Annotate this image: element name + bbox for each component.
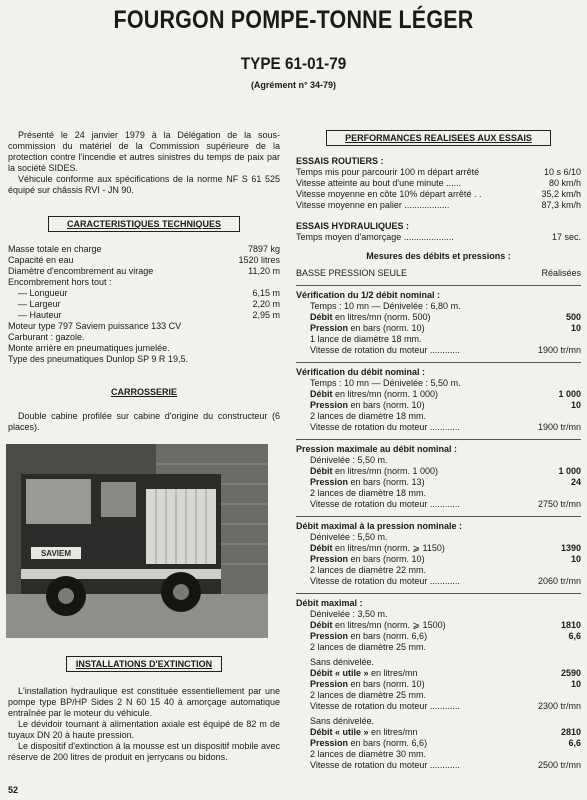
left-column xyxy=(8,130,280,433)
installations-heading: INSTALLATIONS D'EXTINCTION xyxy=(66,656,222,672)
installations-paragraph-2: Le dévidoir tournant à alimentation axiale est équipé de 82 m de tuyaux DN 20 à haute pression. xyxy=(8,719,280,740)
intro-paragraph-2: Véhicule conforme aux spécifications de la norme NF S 61 525 équipé sur châssis RVI - JN 90. xyxy=(8,174,280,195)
right-column xyxy=(296,130,581,771)
carrosserie-text: Double cabine profilée sur cabine d'origine du constructeur (6 places). xyxy=(8,411,280,432)
specs-heading: CARACTERISTIQUES TECHNIQUES xyxy=(48,216,240,232)
installations-paragraph-1: L'installation hydraulique est constituée essentiellement par une pompe type BP/HP Sides 2 N 60 15 40 à amorçage automatique entraînée par le moteur du véhicule. xyxy=(8,686,280,718)
spec-line: Type des pneumatiques Dunlop SP 9 R 19,5. xyxy=(8,354,188,364)
divider xyxy=(296,593,581,594)
spec-line: Carburant : gazole. xyxy=(8,332,85,342)
spec-line: Monte arrière en pneumatiques jumelée. xyxy=(8,343,170,353)
installations-section xyxy=(8,656,280,763)
spec-row: Masse totale en charge 7897 kg xyxy=(8,244,280,254)
routier-row: Vitesse moyenne en palier .................. 87,3 km/h xyxy=(296,200,581,210)
block-body: Dénivelée : 5,50 m. Débit en litres/mn (norm. ⩾ 1150) 1390 Pression en bars (norm. 10) 10 2 lances de diamètre 22 mm. Vitesse de rotation du moteur ............ 2060 tr/mn xyxy=(310,532,581,586)
block-title: Vérification du 1/2 débit nominal : xyxy=(296,290,441,300)
cab-label: SAVIEM xyxy=(40,549,72,558)
fire-truck-image xyxy=(6,444,268,638)
spec-row: — Longueur 6,15 m xyxy=(18,288,280,298)
spec-row: Capacité en eau 1520 litres xyxy=(8,255,280,265)
page-number: 52 xyxy=(8,785,19,795)
routier-row: Vitesse moyenne en côte 10% départ arrêté . . 35,2 km/h xyxy=(296,189,581,199)
spec-row: Diamètre d'encombrement au virage 11,20 m xyxy=(8,266,280,276)
block-title: Pression maximale au débit nominal : xyxy=(296,444,458,454)
mesures-title: Mesures des débits et pressions : xyxy=(366,251,511,261)
carrosserie-heading: CARROSSERIE xyxy=(110,387,177,397)
spec-row: Encombrement hors tout : xyxy=(8,277,112,287)
block-title: Vérification du débit nominal : xyxy=(296,367,426,377)
page-title: FOURGON POMPE-TONNE LÉGER xyxy=(113,6,474,34)
block-body: Temps : 10 mn — Dénivelée : 6,80 m. Débit en litres/mn (norm. 500) 500 Pression en bars (norm. 10) 10 1 lance de diamètre 18 mm. Vitesse de rotation du moteur ............ 1900 tr/mn xyxy=(310,301,581,355)
hydrauliques-title: ESSAIS HYDRAULIQUES : xyxy=(296,221,410,231)
agrement-number: (Agrément n° 34-79) xyxy=(250,80,337,90)
block-body: Dénivelée : 5,50 m. Débit en litres/mn (norm. 1 000) 1 000 Pression en bars (norm. 13) 24 2 lances de diamètre 18 mm. Vitesse de rotation du moteur ............ 2750 tr/mn xyxy=(310,455,581,509)
spec-row: — Hauteur 2,95 m xyxy=(18,310,280,320)
intro-paragraph-1: Présenté le 24 janvier 1979 à la Délégation de la sous-commission du matériel de la Commission supérieure de la protection contre l'incendie et autres sinistres du temps de paix par la société SIDES. xyxy=(8,130,280,173)
installations-paragraph-3: Le dispositif d'extinction à la mousse est un dispositif mobile avec réserve de 200 litres de produit en jerrycans ou bidons. xyxy=(8,741,280,762)
divider xyxy=(296,285,581,286)
debit-max-title: Débit maximal : xyxy=(296,598,363,608)
divider xyxy=(296,439,581,440)
spec-row: — Largeur 2,20 m xyxy=(18,299,280,309)
specs-table xyxy=(8,244,280,365)
vehicle-type: TYPE 61-01-79 xyxy=(240,54,347,73)
divider xyxy=(296,516,581,517)
fire-truck-photo xyxy=(6,444,268,638)
basse-pression-row: BASSE PRESSION SEULE Réalisées xyxy=(296,268,581,278)
spec-line: Moteur type 797 Saviem puissance 133 CV xyxy=(8,321,182,331)
routier-row: Vitesse atteinte au bout d'une minute ...... 80 km/h xyxy=(296,178,581,188)
performances-heading: PERFORMANCES REALISEES AUX ESSAIS xyxy=(326,130,551,146)
routiers-title: ESSAIS ROUTIERS : xyxy=(296,156,384,166)
block-title: Débit maximal à la pression nominale : xyxy=(296,521,463,531)
block-body: Temps : 10 mn — Dénivelée : 5,50 m. Débit en litres/mn (norm. 1 000) 1 000 Pression en bars (norm. 10) 10 2 lances de diamètre 18 mm. Vitesse de rotation du moteur ............ 1900 tr/mn xyxy=(310,378,581,432)
routier-row: Temps mis pour parcourir 100 m départ arrêté 10 s 6/10 xyxy=(296,167,581,177)
debit-max-body: Dénivelée : 3,50 m. Débit en litres/mn (norm. ⩾ 1500) 1810 Pression en bars (norm. 6,6) 6,6 2 lances de diamètre 25 mm. Sans dénivelée. Débit « utile » en litres/mn 2590 Pression en bars (norm. 10) 10 2 lances de diamètre 25 mm. Vitesse de rotation du moteur ............ 2300 tr/mn Sans dénivelée. Débit « utile » en litres/mn 2810 Pression en bars (norm. 6,6) 6,6 2 lances de diamètre 30 mm. Vitesse de rotation du moteur ............ 2500 tr/mn xyxy=(310,609,581,770)
amorcage-row: Temps moyen d'amorçage .................... 17 sec. xyxy=(296,232,581,242)
divider xyxy=(296,362,581,363)
